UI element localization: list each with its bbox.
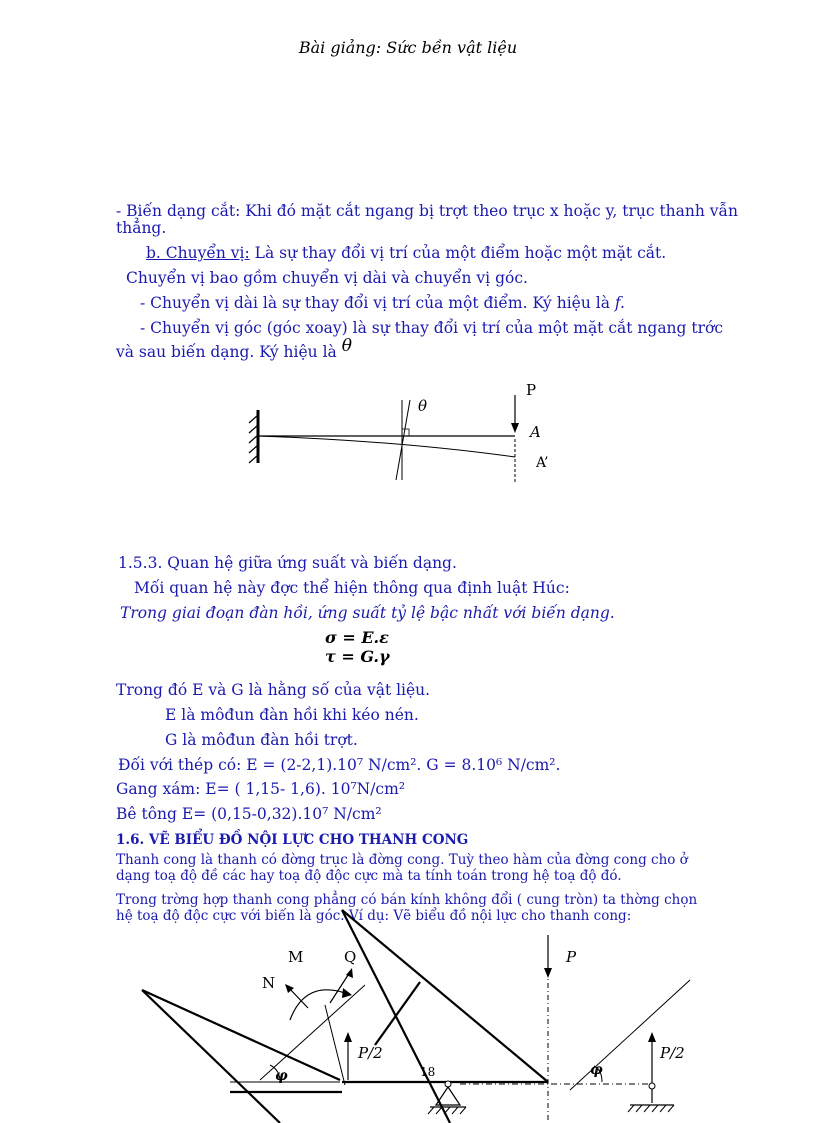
section-153-title: 1.5.3. Quan hệ giữa ứng suất và biến dạng.: [118, 554, 457, 572]
fig1-a2-label: A’: [536, 455, 549, 471]
fixed-support: [249, 410, 258, 463]
where-text: Trong đó E và G là hằng số của vật liệu.: [116, 681, 431, 699]
p-half-right-arrowhead: [648, 1032, 656, 1042]
section-153-intro: Mối quan hệ này đợc thể hiện thông qua định luật Húc:: [134, 579, 570, 597]
formula-tau: τ = G.γ: [325, 647, 390, 666]
q-arrow: [330, 972, 350, 1003]
p-half-left-arrowhead: [344, 1032, 352, 1042]
hooke-law-statement: Trong giai đoạn đàn hồi, ứng suất tỷ lệ bậc nhất với biến dạng.: [120, 604, 615, 622]
section-16-para1-line2: dạng toạ độ đề các hay toạ độ độc cực mà ta tính toán trong hệ toạ độ đó.: [116, 868, 622, 884]
displacement-linear-text: - Chuyển vị dài là sự thay đổi vị trí của một điểm. Ký hiệu là: [140, 294, 615, 312]
displacement-angular-line1: - Chuyển vị góc (góc xoay) là sự thay đổi vị trí của một mặt cắt ngang trớc: [140, 319, 724, 337]
inner-diagonal: [375, 982, 420, 1045]
steel-moduli: Đối với thép có: E = (2-2,1).10⁷ N/cm². G = 8.10⁶ N/cm².: [118, 756, 561, 774]
moment-arrowhead: [342, 988, 352, 998]
bar-section-line: [325, 1005, 345, 1085]
displacement-heading: b. Chuyển vị:: [146, 244, 250, 262]
displacement-angular-line2: [116, 336, 352, 362]
fig2-q-label: Q: [344, 948, 357, 966]
rotated-section-line: [396, 400, 410, 480]
right-roller: [649, 1083, 655, 1089]
page-header: Bài giảng: Sức bền vật liệu: [298, 38, 518, 57]
left-ground-hatch: [428, 1107, 466, 1114]
section-16-para1-line1: Thanh cong là thanh có đờng trục là đờng cong. Tuỳ theo hàm của đờng cong cho ở: [116, 852, 688, 868]
beam-deflected: [258, 436, 515, 457]
para-shear-line2: thẳng.: [116, 219, 167, 237]
fig2-p-half-right-label: P/2: [660, 1044, 685, 1062]
fig2-p-half-left-label: P/2: [358, 1044, 383, 1062]
cantilever-figure: [230, 375, 570, 490]
displacement-definition: Là sự thay đổi vị trí của một điểm hoặc một mặt cắt.: [249, 244, 667, 262]
right-ground-hatch: [628, 1105, 674, 1112]
displacement-linear-symbol: f.: [614, 294, 625, 312]
left-radial-line: [260, 985, 365, 1080]
p-top-arrowhead: [544, 968, 552, 978]
fig1-a-label: A: [530, 423, 541, 441]
theta-symbol: θ: [341, 336, 352, 356]
left-triangle-bottom: [142, 990, 280, 1123]
fig2-n-label: N: [262, 974, 276, 992]
displacement-includes: Chuyển vị bao gồm chuyển vị dài và chuyển vị góc.: [126, 269, 528, 287]
moment-arc: [290, 990, 345, 1020]
fig2-phi-right-label: φ: [590, 1062, 603, 1078]
fig2-phi-left-label: φ: [275, 1068, 288, 1084]
curved-bar-figure: [130, 900, 730, 1123]
fig2-p-top-label: P: [566, 948, 577, 966]
fig2-18-label: 18: [420, 1065, 436, 1079]
section-16-para2-line2: hệ toạ độ độc cực với biến là góc. Ví dụ: Vẽ biểu đồ nội lực cho thanh cong:: [116, 908, 632, 924]
displacement-linear: [140, 294, 625, 312]
section-16-title: 1.6. VẼ BIỂU ĐỒ NỘI LỰC CHO THANH CONG: [116, 832, 469, 848]
cast-iron-modulus: Gang xám: E= ( 1,15- 1,6). 10⁷N/cm²: [116, 780, 406, 798]
formula-sigma: σ = E.ε: [325, 628, 389, 647]
right-angle-mark: [402, 429, 409, 436]
load-p-arrowhead: [511, 423, 519, 433]
fig2-m-label: M: [288, 948, 304, 966]
right-radial-line: [570, 980, 690, 1090]
g-definition: G là môđun đàn hồi trợt.: [165, 731, 358, 749]
displacement-paragraph: [146, 244, 666, 262]
concrete-modulus: Bê tông E= (0,15-0,32).10⁷ N/cm²: [116, 805, 382, 823]
para-shear-line1: - Biến dạng cắt: Khi đó mặt cắt ngang bị trợt theo trục x hoặc y, trục thanh vẫn: [116, 202, 739, 220]
fig1-theta-label: θ: [418, 397, 428, 415]
e-definition: E là môđun đàn hồi khi kéo nén.: [165, 706, 419, 724]
displacement-angular-text: và sau biến dạng. Ký hiệu là: [116, 343, 342, 361]
section-16-para2-line1: Trong trờng hợp thanh cong phẳng có bán kính không đổi ( cung tròn) ta thờng chọn: [116, 892, 698, 908]
fig1-p-label: P: [526, 381, 537, 399]
